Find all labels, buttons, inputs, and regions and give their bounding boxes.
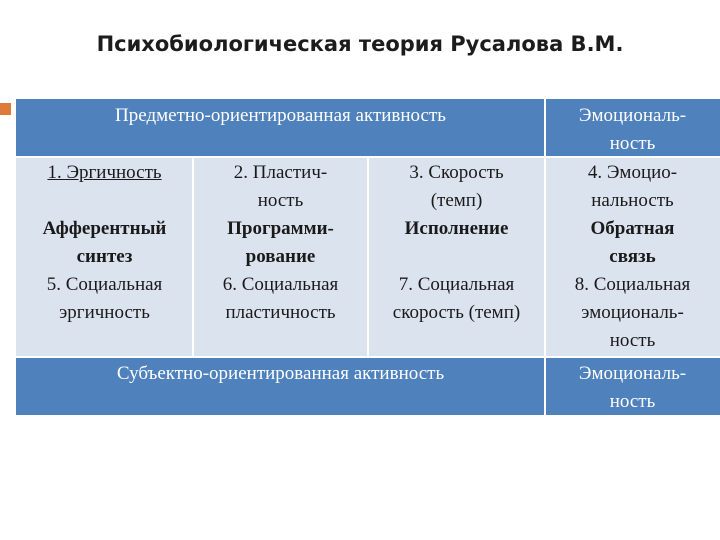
cell-emotionality-line2: нальность	[591, 190, 674, 211]
cell-feedback-line2: связь	[609, 246, 656, 267]
grid-divider	[16, 156, 720, 158]
cell-social-emotionality-line1: 8. Социальная	[574, 274, 691, 295]
header-emotionality-line1: Эмоциональ-	[578, 105, 687, 126]
cell-programming-line2: рование	[245, 246, 316, 267]
cell-feedback-line1: Обратная	[590, 218, 675, 239]
cell-social-plasticity-line1: 6. Социальная	[222, 274, 339, 295]
header-emotionality-line2: ность	[609, 133, 656, 154]
footer-emotionality-cell	[545, 357, 720, 415]
accent-marker	[0, 103, 11, 115]
footer-object-activity-cell	[16, 357, 545, 415]
cell-speed-line2: (темп)	[430, 190, 483, 211]
cell-social-emotionality-line3: ность	[609, 330, 656, 351]
cell-emotionality-line1: 4. Эмоцио-	[587, 162, 678, 183]
grid-divider	[367, 157, 369, 357]
header-subject-activity: Предметно-ориентированная активность	[115, 105, 446, 126]
cell-afferent-synthesis-line2: синтез	[76, 246, 133, 267]
footer-emotionality-line2: ность	[609, 391, 656, 412]
footer-emotionality-line1: Эмоциональ-	[578, 363, 687, 384]
grid-divider	[16, 356, 720, 358]
col-ergichnost	[16, 159, 193, 327]
header-subject-activity-cell	[16, 99, 545, 157]
ergichnost-label: 1. Эргичность	[47, 162, 162, 183]
cell-speed-line1: 3. Скорость	[409, 162, 504, 183]
cell-plasticity-line1: 2. Пластич-	[233, 162, 328, 183]
slide-title: Психобиологическая теория Русалова В.М.	[96, 32, 624, 56]
cell-afferent-synthesis-line1: Афферентный	[42, 218, 167, 239]
cell-social-ergichnost-line1: 5. Социальная	[46, 274, 163, 295]
cell-ergichnost	[16, 159, 193, 215]
cell-programming-line1: Программи-	[227, 218, 334, 239]
footer-object-activity: Субъектно-ориентированная активность	[116, 363, 445, 384]
cell-social-speed-line1: 7. Социальная	[398, 274, 515, 295]
activity-table	[16, 99, 720, 415]
grid-divider	[544, 99, 546, 415]
cell-execution: Исполнение	[404, 218, 509, 239]
cell-social-plasticity-line2: пластичность	[225, 302, 336, 323]
cell-plasticity-line2: ность	[257, 190, 304, 211]
col-speed	[368, 159, 545, 327]
cell-social-speed-line2: скорость (темп)	[392, 302, 521, 323]
grid-divider	[192, 157, 194, 357]
col-emotionality	[545, 159, 720, 355]
col-plasticity	[193, 159, 368, 327]
header-emotionality-cell	[545, 99, 720, 157]
cell-social-ergichnost-line2: эргичность	[59, 302, 150, 323]
cell-social-emotionality-line2: эмоциональ-	[581, 302, 684, 323]
